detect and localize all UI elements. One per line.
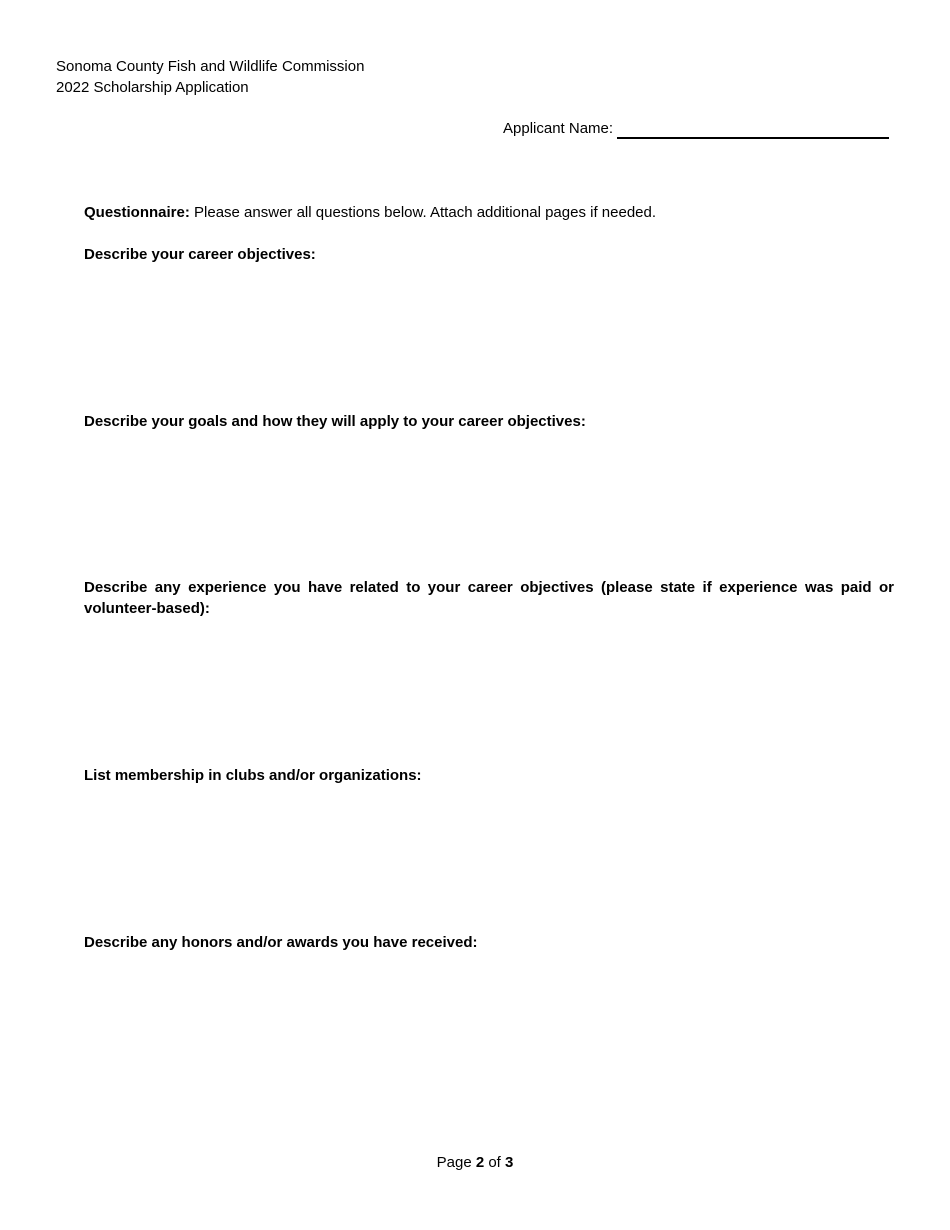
answer-memberships[interactable] [84, 787, 894, 927]
questionnaire-instructions [84, 202, 894, 223]
document-title: 2022 Scholarship Application [56, 79, 249, 96]
applicant-name-field[interactable] [617, 122, 889, 139]
question-goals: Describe your goals and how they will apply to your career objectives: [84, 413, 586, 430]
page-footer [0, 1152, 950, 1173]
applicant-name-row [503, 118, 889, 139]
of-word: of [484, 1154, 506, 1171]
answer-goals[interactable] [84, 433, 894, 573]
questionnaire-label: Questionnaire: [84, 204, 190, 221]
question-honors-awards: Describe any honors and/or awards you have received: [84, 934, 478, 951]
organization-name: Sonoma County Fish and Wildlife Commission [56, 58, 365, 75]
answer-experience[interactable] [84, 621, 894, 761]
question-memberships: List membership in clubs and/or organizations: [84, 767, 422, 784]
applicant-name-label: Applicant Name: [503, 120, 614, 137]
total-pages-number: 3 [505, 1154, 514, 1171]
document-header [56, 56, 364, 98]
answer-honors-awards[interactable] [84, 954, 894, 1134]
answer-career-objectives[interactable] [84, 266, 894, 406]
page-word: Page [436, 1154, 476, 1171]
question-career-objectives: Describe your career objectives: [84, 246, 316, 263]
current-page-number: 2 [475, 1154, 485, 1171]
questionnaire-text: Please answer all questions below. Attach additional pages if needed. [189, 204, 657, 221]
question-experience: Describe any experience you have related to your career objectives (please state if experience was paid or volunteer-based): [84, 579, 894, 617]
